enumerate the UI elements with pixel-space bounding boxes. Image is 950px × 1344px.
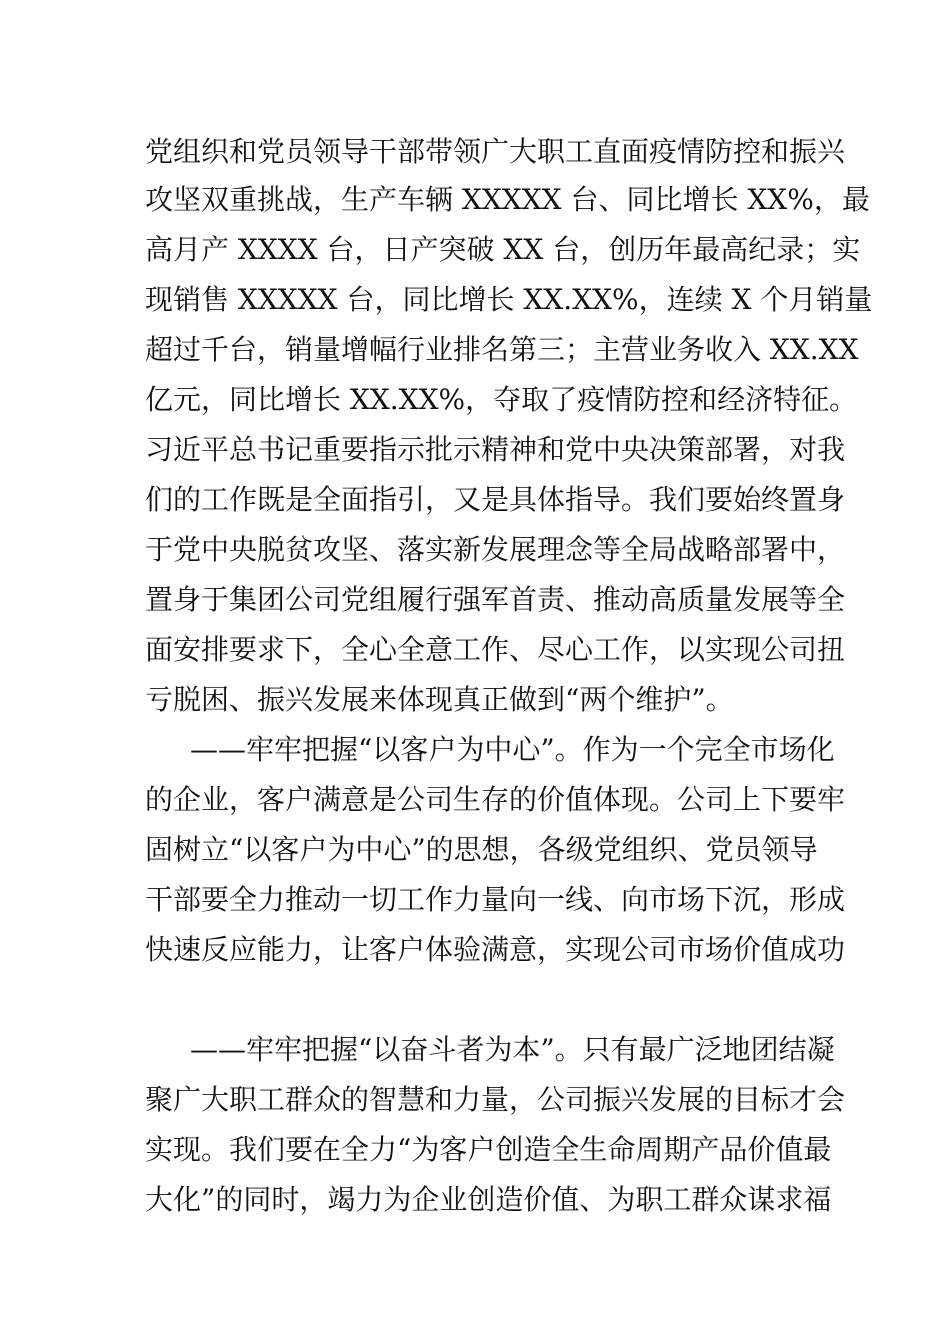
text-line-10: 置身于集团公司党组履行强军首责、推动高质量发展等全 [145,583,846,616]
text-line-17: 快速反应能力，让客户体验满意，实现公司市场价值成功 [145,933,846,966]
text-line-6: 亿元，同比增长 XX.XX%，夺取了疫情防控和经济特征。 [145,383,858,416]
text-line-11: 面安排要求下，全心全意工作、尽心工作，以实现公司扭 [145,633,846,666]
text-line-1: 党组织和党员领导干部带领广大职工直面疫情防控和振兴 [145,135,846,168]
text-line-8: 们的工作既是全面指引，又是具体指导。我们要始终置身 [145,483,846,516]
text-line-15: 固树立“以客户为中心”的思想，各级党组织、党员领导 [145,833,818,866]
text-line-7: 习近平总书记重要指示批示精神和党中央决策部署，对我 [145,433,846,466]
text-line-16: 干部要全力推动一切工作力量向一线、向市场下沉，形成 [145,883,846,916]
text-line-18: ——牢牢把握“以奋斗者为本”。只有最广泛地团结凝 [190,1033,835,1066]
text-line-13: ——牢牢把握“以客户为中心”。作为一个完全市场化 [190,733,835,766]
text-line-20: 实现。我们要在全力“为客户创造全生命周期产品价值最 [145,1133,832,1166]
text-line-12: 亏脱困、振兴发展来体现真正做到“两个维护”。 [145,683,734,716]
text-line-19: 聚广大职工群众的智慧和力量，公司振兴发展的目标才会 [145,1083,846,1116]
text-line-4: 现销售 XXXXX 台，同比增长 XX.XX%，连续 X 个月销量 [145,283,873,316]
text-line-9: 于党中央脱贫攻坚、落实新发展理念等全局战略部署中， [145,533,846,566]
text-line-14: 的企业，客户满意是公司生存的价值体现。公司上下要牢 [145,783,846,816]
text-line-3: 高月产 XXXX 台，日产突破 XX 台，创历年最高纪录；实 [145,233,861,266]
text-line-21: 大化”的同时，竭力为企业创造价值、为职工群众谋求福 [145,1183,832,1216]
text-line-2: 攻坚双重挑战，生产车辆 XXXXX 台、同比增长 XX%，最 [145,183,870,216]
text-line-5: 超过千台，销量增幅行业排名第三；主营业务收入 XX.XX [145,333,859,366]
